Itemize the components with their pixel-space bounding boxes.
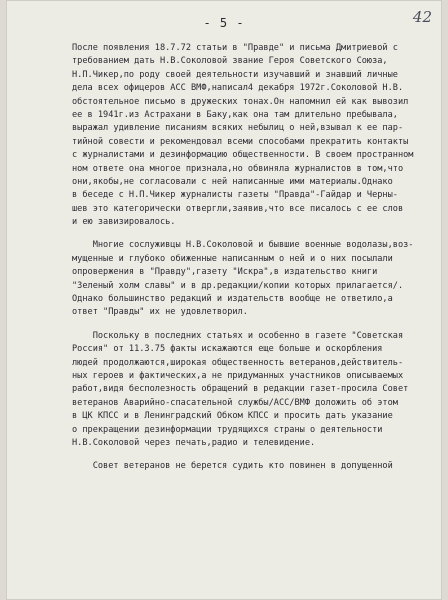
paragraph bbox=[72, 460, 432, 473]
document-page bbox=[6, 0, 442, 600]
text-line: и ею завизировалось. bbox=[72, 217, 176, 228]
text-line: Н.П.Чикер,по роду своей деятельности изучавший и знавший личные bbox=[72, 69, 398, 80]
text-line: ных героев и фактических,а не придуманных участников описываемых bbox=[72, 370, 404, 381]
text-line: ее в 1941г.из Астрахани в Баку,как она там длительно пребывала, bbox=[72, 109, 398, 120]
text-line: требованием дать Н.В.Соколовой звание Героя Советского Союза, bbox=[72, 56, 388, 67]
text-line: Россия" от 11.3.75 факты искажаются еще больше и оскорбления bbox=[72, 344, 383, 355]
text-line: ветеранов Аварийно-спасательной службы/АСС/ВМФ доложить об этом bbox=[72, 397, 398, 408]
paragraph bbox=[72, 42, 432, 229]
paragraph bbox=[72, 239, 432, 319]
text-line: Н.В.Соколовой через печать,радио и телевидение. bbox=[72, 437, 316, 448]
document-body bbox=[72, 42, 432, 474]
page-number: - 5 - bbox=[203, 16, 245, 30]
text-line: Однако большинство редакций и издательств вообще не ответило,а bbox=[72, 294, 393, 305]
paragraph-gap bbox=[72, 450, 432, 460]
text-line: Поскольку в последних статьях и особенно в газете "Советская bbox=[72, 330, 404, 341]
paragraph-gap bbox=[72, 320, 432, 330]
text-line: шев это категорически отвергли,заявив,что все писалось с ее слов bbox=[72, 203, 404, 214]
text-line: о прекращении дезинформации трудящихся страны о деятельности bbox=[72, 424, 383, 435]
handwritten-folio-number: 42 bbox=[412, 8, 432, 26]
text-line: дела всех офицеров АСС ВМФ,написал4 декабря 1972г.Соколовой Н.В. bbox=[72, 83, 404, 94]
text-line: в ЦК КПСС и в Ленинградский Обком КПСС и просить дать указание bbox=[72, 411, 393, 422]
text-line: людей продолжаются,широкая общественность ветеранов,действитель- bbox=[72, 357, 404, 368]
text-line: тийной совести и рекомендовал всеми способами прекратить контакты bbox=[72, 136, 409, 147]
text-line: с журналистами и дезинформацию общественности. В своем пространном bbox=[72, 150, 414, 161]
text-line: "Зеленый холм славы" и в др.редакции/копии которых прилагается/. bbox=[72, 280, 404, 291]
text-line: ном ответе она многое признала,но обвиняла журналистов в том,что bbox=[72, 163, 404, 174]
text-line: работ,видя бесполезность обращений в редакции газет-просила Совет bbox=[72, 384, 409, 395]
text-line: ответ "Правды" их не удовлетворил. bbox=[72, 307, 248, 318]
text-line: мущенные и глубоко обиженные написанным о ней и о них посылали bbox=[72, 253, 393, 264]
text-line: опровержения в "Правду",газету "Искра",в издательство книги bbox=[72, 267, 378, 278]
paragraph-gap bbox=[72, 229, 432, 239]
text-line: в беседе с Н.П.Чикер журналисты газеты "Правда"-Гайдар и Черны- bbox=[72, 190, 398, 201]
text-line: Многие сослуживцы Н.В.Соколовой и бывшие военные водолазы,воз- bbox=[72, 240, 414, 251]
paragraph bbox=[72, 330, 432, 451]
text-line: выражал удивление писаниям всяких небылиц о ней,взывал к ее пар- bbox=[72, 123, 404, 134]
text-line: они,якобы,не согласовали с ней написанные ими материалы.Однако bbox=[72, 176, 393, 187]
text-line: обстоятельное письмо в дружеских тонах.Он напомнил ей как вывозил bbox=[72, 96, 409, 107]
text-line: После появления 18.7.72 статьи в "Правде" и письма Дмитриевой с bbox=[72, 43, 398, 53]
text-line: Совет ветеранов не берется судить кто повинен в допущенной bbox=[72, 461, 393, 472]
